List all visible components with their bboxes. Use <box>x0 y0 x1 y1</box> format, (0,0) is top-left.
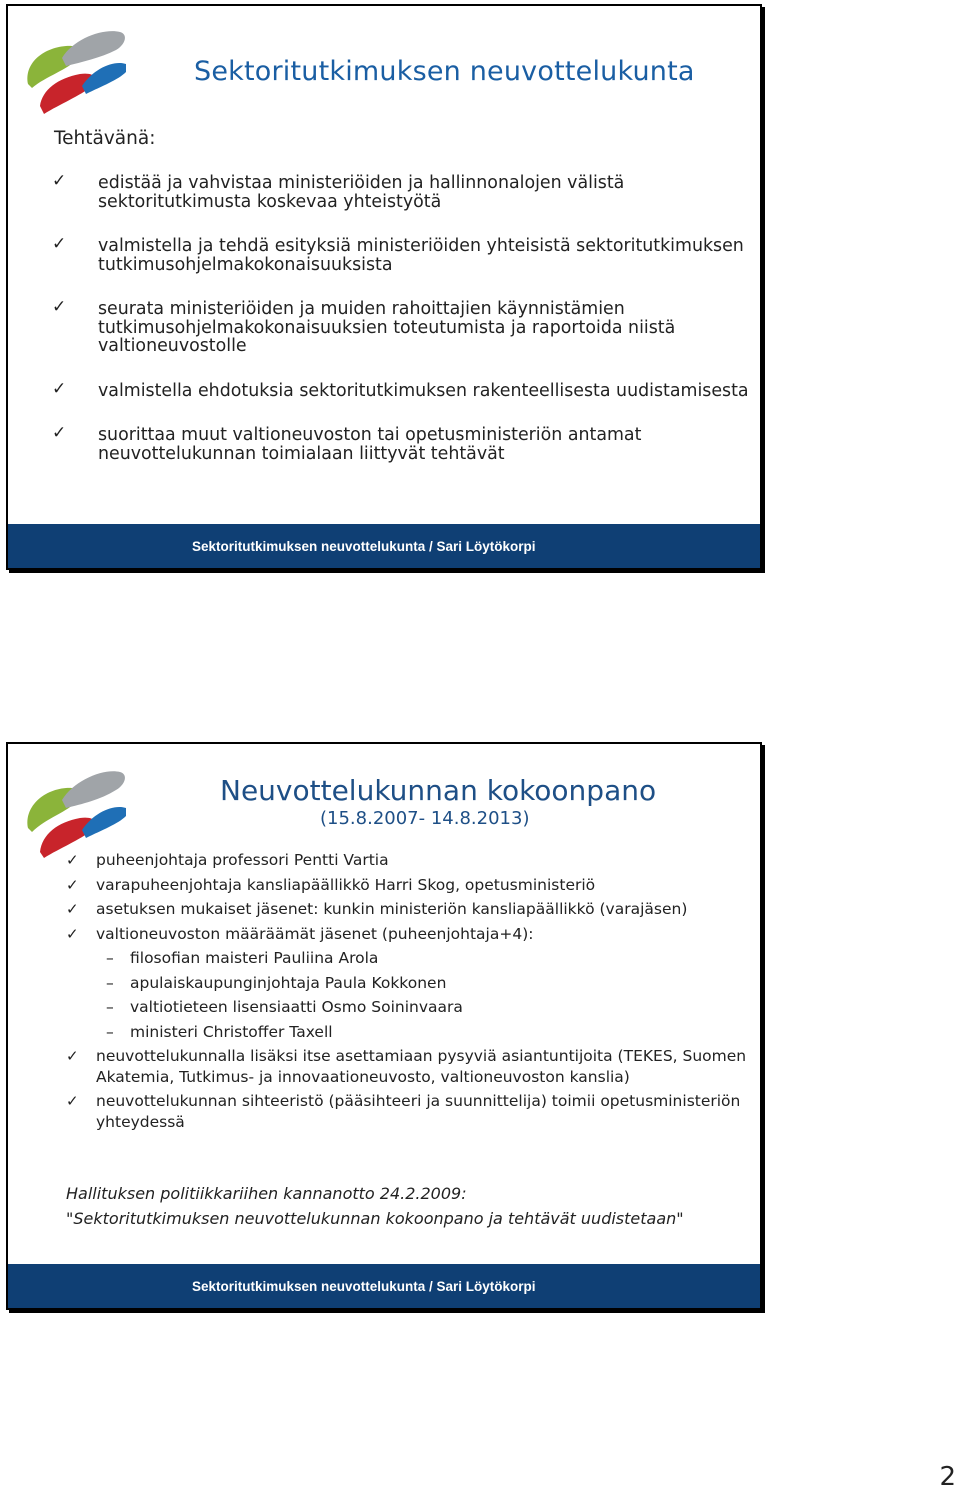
checkmark-icon: ✓ <box>66 875 79 894</box>
list-item-text: seurata ministeriöiden ja muiden rahoittajien käynnistämien tutkimusohjelmakokonaisuuksien toteutumista ja raportoida niistä valtioneuvostolle <box>98 299 676 356</box>
lead-text: Tehtävänä: <box>54 128 156 149</box>
checkmark-icon: ✓ <box>66 900 79 918</box>
list-item-text: apulaiskaupunginjohtaja Paula Kokkonen <box>130 973 447 992</box>
page-number: 2 <box>939 1462 956 1492</box>
slide-subtitle: (15.8.2007- 14.8.2013) <box>320 808 530 829</box>
dash-icon: – <box>106 973 114 992</box>
list-item-text: neuvottelukunnan sihteeristö (pääsihteeri ja suunnittelija) toimii opetusministeriön yhteydessä <box>96 1092 741 1131</box>
list-item <box>52 171 752 212</box>
list-item <box>66 899 756 920</box>
list-item <box>66 875 756 896</box>
dash-icon: – <box>106 998 114 1016</box>
checkmark-icon: ✓ <box>66 1047 79 1065</box>
checkmark-icon: ✓ <box>52 234 67 254</box>
sub-list-item <box>66 1022 756 1043</box>
slide-footer: Sektoritutkimuksen neuvottelukunta / Sari Löytökorpi <box>8 524 760 568</box>
list-item <box>66 924 756 945</box>
sub-list-item <box>66 973 756 994</box>
sub-list-item <box>66 997 756 1018</box>
checkmark-icon: ✓ <box>66 851 79 869</box>
list-item <box>52 234 752 275</box>
slide-footer: Sektoritutkimuksen neuvottelukunta / Sari Löytökorpi <box>8 1264 760 1308</box>
dash-icon: – <box>106 949 114 967</box>
slide-title: Sektoritutkimuksen neuvottelukunta <box>194 56 695 87</box>
list-item <box>66 850 756 871</box>
list-item-text: valtiotieteen lisensiaatti Osmo Soininvaara <box>130 998 463 1016</box>
list-item <box>66 1046 756 1087</box>
list-item <box>52 297 752 356</box>
slide-2 <box>6 742 762 1310</box>
list-item-text: valmistella ehdotuksia sektoritutkimuksen rakenteellisesta uudistamisesta <box>98 380 749 401</box>
checkmark-icon: ✓ <box>66 924 79 943</box>
sub-list-item <box>66 948 756 969</box>
list-item-text: varapuheenjohtaja kansliapäällikkö Harri Skog, opetusministeriö <box>96 875 596 894</box>
logo-icon <box>22 24 126 116</box>
list-item <box>52 423 752 464</box>
government-quote <box>66 1182 684 1231</box>
slide-title: Neuvottelukunnan kokoonpano <box>220 774 657 807</box>
list-item-text: filosofian maisteri Pauliina Arola <box>130 949 379 967</box>
quote-line-1: Hallituksen politiikkariihen kannanotto 24.2.2009: <box>66 1184 467 1203</box>
checkmark-icon: ✓ <box>52 378 67 399</box>
logo-icon <box>22 764 126 860</box>
list-item-text: neuvottelukunnalla lisäksi itse asettamiaan pysyviä asiantuntijoita (TEKES, Suomen Akatemia, Tutkimus- ja innovaationeuvosto, valtioneuvoston kanslia) <box>96 1047 747 1086</box>
list-item-text: asetuksen mukaiset jäsenet: kunkin ministeriön kansliapäällikkö (varajäsen) <box>96 900 688 918</box>
dash-icon: – <box>106 1022 114 1041</box>
slide-1 <box>6 4 762 570</box>
composition-list <box>66 850 756 1136</box>
quote-line-2: "Sektoritutkimuksen neuvottelukunnan kokoonpano ja tehtävät uudistetaan" <box>66 1208 684 1228</box>
list-item-text: edistää ja vahvistaa ministeriöiden ja hallinnonalojen välistä sektoritutkimusta koskevaa yhteistyötä <box>98 173 625 212</box>
list-item-text: ministeri Christoffer Taxell <box>130 1022 333 1041</box>
list-item <box>66 1091 756 1132</box>
checkmark-icon: ✓ <box>52 171 67 191</box>
checkmark-icon: ✓ <box>66 1092 79 1110</box>
task-list <box>52 171 752 489</box>
list-item-text: suorittaa muut valtioneuvoston tai opetusministeriön antamat neuvottelukunnan toimialaan liittyvät tehtävät <box>98 425 642 464</box>
list-item-text: puheenjohtaja professori Pentti Vartia <box>96 851 389 869</box>
checkmark-icon: ✓ <box>52 297 67 317</box>
list-item <box>52 378 752 401</box>
list-item-text: valmistella ja tehdä esityksiä ministeriöiden yhteisistä sektoritutkimuksen tutkimusohjelmakokonaisuuksista <box>98 236 744 275</box>
checkmark-icon: ✓ <box>52 423 67 443</box>
list-item-text: valtioneuvoston määräämät jäsenet (puheenjohtaja+4): <box>96 924 534 943</box>
